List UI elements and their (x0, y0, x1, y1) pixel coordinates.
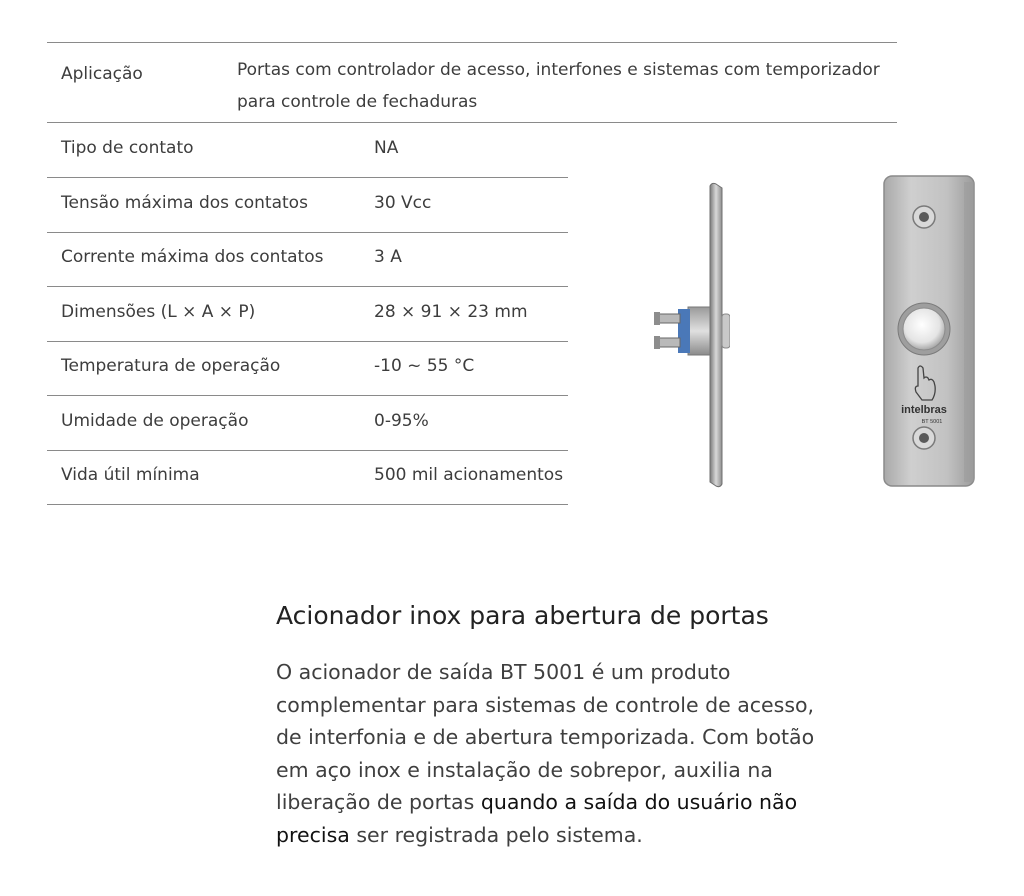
spec-label: Tensão máxima dos contatos (61, 193, 308, 213)
spec-value: NA (374, 138, 399, 158)
description-text: O acionador de saída BT 5001 é um produto complementar para sistemas de controle de acesso, de interfonia e de abertura temporizada. Com botão em aço inox e instalação de sobrepor, auxilia na liberação de portas (276, 660, 815, 814)
spec-row-temperature (47, 341, 568, 396)
product-front-view-image (880, 172, 980, 490)
spec-value: 28 × 91 × 23 mm (374, 302, 528, 322)
description-body (276, 656, 836, 851)
spec-row-contact-type (47, 123, 568, 178)
description-emphasis: quando a saída do usuário não precisa (276, 790, 798, 847)
spec-value: 3 A (374, 247, 402, 267)
description-text-end: ser registrada pelo sistema. (349, 822, 643, 847)
description-title: Acionador inox para abertura de portas (276, 601, 769, 630)
spec-label: Aplicação (61, 64, 143, 84)
spec-value: Portas com controlador de acesso, interfones e sistemas com temporizador para controle de fechaduras (237, 60, 880, 112)
product-description (276, 596, 836, 851)
spec-row-application (47, 42, 897, 123)
spec-row-max-current (47, 232, 568, 287)
spec-value: 30 Vcc (374, 193, 432, 213)
spec-label: Dimensões (L × A × P) (61, 302, 256, 322)
spec-row-lifespan (47, 450, 568, 505)
brand-logo: intelbras (901, 404, 947, 416)
spec-label: Vida útil mínima (61, 465, 200, 485)
spec-row-max-voltage (47, 178, 568, 233)
model-label: BT 5001 (921, 419, 943, 425)
spec-row-humidity (47, 396, 568, 451)
spec-label: Tipo de contato (61, 138, 194, 158)
product-side-view-image (650, 180, 730, 490)
spec-row-dimensions (47, 287, 568, 342)
spec-value: 0-95% (374, 411, 429, 431)
spec-label: Umidade de operação (61, 411, 249, 431)
spec-value: -10 ~ 55 °C (374, 356, 475, 376)
spec-label: Corrente máxima dos contatos (61, 247, 324, 267)
spec-label: Temperatura de operação (61, 356, 281, 376)
spec-value: 500 mil acionamentos (374, 465, 564, 485)
